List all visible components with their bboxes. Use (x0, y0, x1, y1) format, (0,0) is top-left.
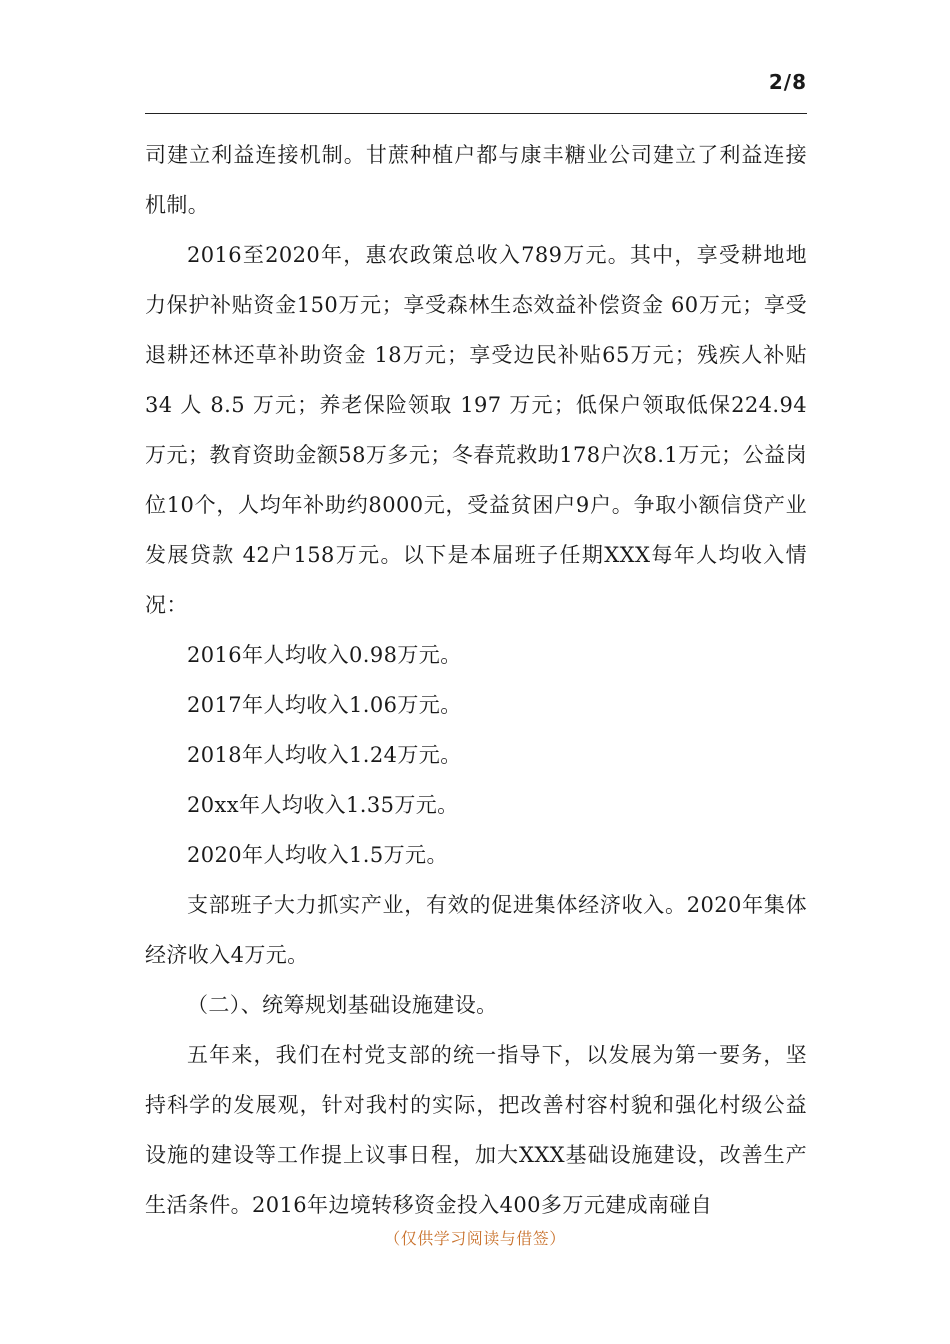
income-2020: 2020年人均收入1.5万元。 (187, 843, 448, 867)
footer-note: （仅供学习阅读与借签） (384, 1229, 566, 1248)
income-20xx: 20xx年人均收入1.35万元。 (187, 793, 459, 817)
document-body (145, 130, 807, 1230)
page-number: 2/8 (768, 70, 807, 94)
income-2017: 2017年人均收入1.06万元。 (187, 693, 462, 717)
paragraph-continuation: 司建立利益连接机制。甘蔗种植户都与康丰糖业公司建立了利益连接机制。 (145, 143, 807, 217)
income-2018: 2018年人均收入1.24万元。 (187, 743, 462, 767)
paragraph-infrastructure: 五年来，我们在村党支部的统一指导下，以发展为第一要务，坚持科学的发展观，针对我村的实际，把改善村容村貌和强化村级公益设施的建设等工作提上议事日程，加大XXX基础设施建设，改善生产生活条件。2016年边境转移资金投入400多万元建成南碰自 (145, 1043, 807, 1217)
paragraph-policy-income: 2016至2020年，惠农政策总收入789万元。其中，享受耕地地力保护补贴资金150万元；享受森林生态效益补偿资金 60万元；享受退耕还林还草补助资金 18万元；享受边民补贴65万元；残疾人补贴 34 人 8.5 万元；养老保险领取 197 万元；低保户领取低保224.94万元；教育资助金额58万多元；冬春荒救助178户次8.1万元；公益岗位10个，人均年补助约8000元，受益贫困户9户。争取小额信贷产业发展贷款 42户158万元。以下是本届班子任期XXX每年人均收入情况： (145, 243, 807, 617)
section-heading-infrastructure: （二）、统筹规划基础设施建设。 (187, 993, 498, 1017)
income-2016: 2016年人均收入0.98万元。 (187, 643, 462, 667)
header-divider (145, 113, 807, 114)
paragraph-collective-economy: 支部班子大力抓实产业，有效的促进集体经济收入。2020年集体经济收入4万元。 (145, 893, 807, 967)
